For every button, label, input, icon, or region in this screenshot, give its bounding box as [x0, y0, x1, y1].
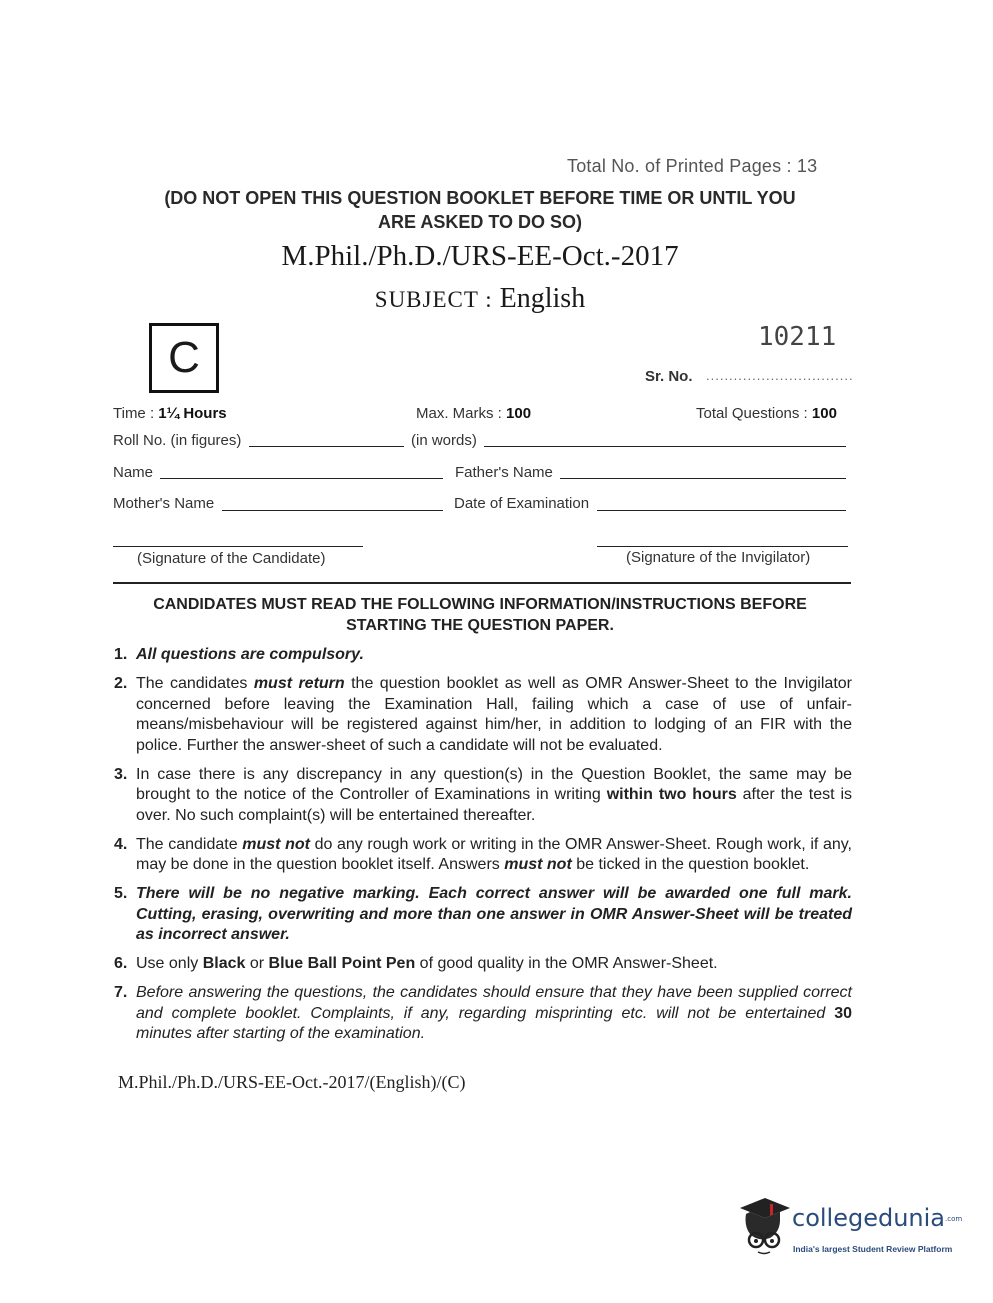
instruction-text: Use only Black or Blue Ball Point Pen of good quality in the OMR Answer-Sheet. [136, 955, 718, 972]
max-marks-label: Max. Marks : [416, 405, 502, 422]
instruction-number: 7. [114, 984, 128, 1001]
max-marks-info [416, 405, 531, 422]
instruction-number: 6. [114, 955, 128, 972]
booklet-warning [110, 186, 850, 234]
sr-no-label: Sr. No. [645, 368, 693, 385]
instruction-number: 3. [114, 765, 128, 783]
max-marks-value: 100 [506, 405, 532, 422]
instructions-heading-line-2: STARTING THE QUESTION PAPER. [346, 617, 614, 634]
name-field[interactable] [160, 478, 443, 479]
invigilator-signature-line[interactable] [597, 546, 848, 547]
instructions-heading [110, 594, 850, 636]
instruction-text: The candidates must return the question booklet as well as OMR Answer-Sheet to the Invigilator concerned before leaving the Examination Hall, failing which a case of use of unfair-means/misbehaviour will be registered against him/her, in addition to lodging of an FIR with the police. Further the answer-sheet of such a candidate will not be evaluated. [136, 675, 852, 754]
instruction-text: Before answering the questions, the candidates should ensure that they have been supplied correct and complete booklet. Complaints, if any, regarding misprinting etc. will not be entertained 30 minutes after starting of the examination. [136, 984, 852, 1042]
instruction-number: 5. [114, 885, 128, 902]
serial-number: 10211 [758, 322, 837, 352]
candidate-signature-label: (Signature of the Candidate) [137, 550, 326, 567]
section-divider [113, 582, 851, 584]
instruction-item-7 [114, 983, 852, 1045]
printed-pages-count: Total No. of Printed Pages : 13 [567, 156, 818, 176]
instruction-text: There will be no negative marking. Each correct answer will be awarded one full mark. Cutting, erasing, overwriting and more than one answer in OMR Answer-Sheet will be treated as incorrect answer. [136, 885, 852, 943]
total-questions-info [696, 405, 837, 422]
mother-name-label: Mother's Name [113, 495, 215, 512]
roll-words-field[interactable] [484, 446, 846, 447]
father-name-label: Father's Name [455, 464, 553, 481]
total-questions-label: Total Questions : [696, 405, 808, 422]
collegedunia-tagline: India's largest Student Review Platform [793, 1244, 953, 1254]
time-label: Time : [113, 405, 155, 422]
instruction-text: All questions are compulsory. [136, 646, 364, 663]
mother-name-field[interactable] [222, 510, 443, 511]
sr-no-field[interactable]: ................................ [706, 368, 854, 383]
roll-figures-field[interactable] [249, 446, 404, 447]
instruction-number: 2. [114, 675, 128, 692]
instruction-item-5 [114, 884, 852, 946]
instruction-item-1 [114, 645, 852, 666]
instruction-text: In case there is any discrepancy in any question(s) in the Question Booklet, the same may be brought to the notice of the Controller of Examinations in writing within two hours after the test is over. No such complaint(s) will be entertained thereafter. [136, 765, 853, 824]
instruction-item-4 [114, 835, 852, 876]
exam-date-label: Date of Examination [454, 495, 590, 512]
invigilator-signature-label: (Signature of the Invigilator) [626, 549, 811, 566]
name-label: Name [113, 464, 154, 481]
exam-date-field[interactable] [597, 510, 846, 511]
instruction-number: 1. [114, 646, 128, 663]
collegedunia-mascot-icon [736, 1196, 794, 1258]
booklet-set-box: C [149, 323, 219, 393]
father-name-field[interactable] [560, 478, 846, 479]
instruction-text: The candidate must not do any rough work or writing in the OMR Answer-Sheet. Rough work, if any, may be done in the question booklet itself. Answers must not be ticked in the question booklet. [136, 835, 853, 873]
subject-value: English [499, 283, 586, 314]
roll-words-label: (in words) [411, 432, 477, 449]
subject-label: SUBJECT : [374, 287, 493, 312]
subject-heading [0, 283, 960, 315]
instruction-item-3 [114, 765, 852, 827]
instruction-item-2 [114, 674, 852, 756]
total-questions-value: 100 [811, 405, 837, 422]
collegedunia-brand: collegedunia.com [792, 1204, 963, 1232]
instruction-item-6 [114, 954, 852, 975]
warning-line-2: ARE ASKED TO DO SO) [377, 212, 583, 232]
paper-code-footer: M.Phil./Ph.D./URS-EE-Oct.-2017/(English)/(C) [118, 1072, 466, 1092]
time-info [113, 405, 227, 422]
roll-figures-label: Roll No. (in figures) [113, 432, 242, 449]
instruction-number: 4. [114, 835, 128, 853]
warning-line-1: (DO NOT OPEN THIS QUESTION BOOKLET BEFORE TIME OR UNTIL YOU [164, 188, 796, 208]
instructions-heading-line-1: CANDIDATES MUST READ THE FOLLOWING INFORMATION/INSTRUCTIONS BEFORE [153, 596, 807, 613]
time-value: 1¼ Hours [158, 405, 227, 422]
instructions-list [114, 645, 852, 1053]
exam-title: M.Phil./Ph.D./URS-EE-Oct.-2017 [281, 240, 679, 272]
candidate-signature-line[interactable] [113, 546, 363, 547]
